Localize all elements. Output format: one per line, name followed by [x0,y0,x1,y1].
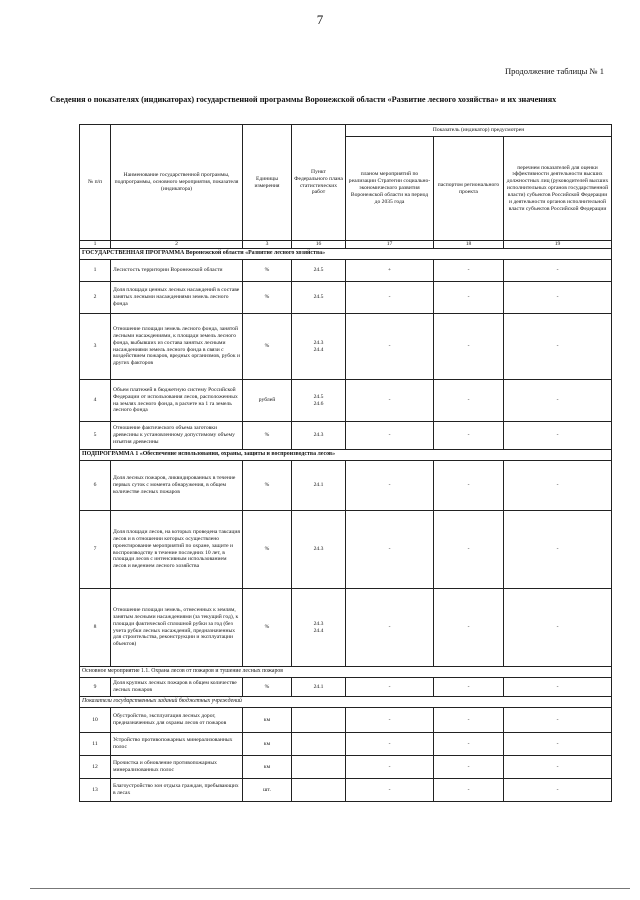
table-continuation-label: Продолжение таблицы № 1 [505,66,604,76]
indicator-name: Устройство противопожарных минерализованных полос [111,733,243,756]
passport-cell: - [434,511,504,589]
row-number: 3 [80,314,111,380]
passport-cell: - [434,260,504,282]
list-cell: - [504,511,612,589]
indicator-name: Отношение фактического объема заготовки древесины к установленному допустимому объему изъятия древесины [111,422,243,450]
strategy-cell: - [346,461,434,511]
section-row [80,450,612,461]
col-number: 18 [434,241,504,249]
table-row [80,708,612,733]
fed-plan-cell [292,733,346,756]
passport-cell: - [434,779,504,802]
table-header [80,125,612,249]
list-cell: - [504,678,612,697]
table-row [80,511,612,589]
passport-cell: - [434,422,504,450]
list-cell: - [504,282,612,314]
row-number: 5 [80,422,111,450]
strategy-cell: - [346,779,434,802]
list-cell: - [504,779,612,802]
indicators-table [79,124,612,802]
row-number: 12 [80,756,111,779]
table-row [80,282,612,314]
strategy-cell: - [346,708,434,733]
page-bottom-rule [30,888,630,889]
table-row [80,380,612,422]
fed-plan-cell: 24.3 24.4 [292,589,346,667]
strategy-cell: - [346,380,434,422]
passport-cell: - [434,314,504,380]
page-number: 7 [316,12,324,27]
unit-cell: % [243,678,292,697]
strategy-cell: + [346,260,434,282]
section-title: ГОСУДАРСТВЕННАЯ ПРОГРАММА Воронежской области «Развитие лесного хозяйства» [80,249,612,260]
strategy-cell: - [346,733,434,756]
column-number-row [80,241,612,249]
subsection-title: Показатели государственных заданий бюджетных учреждений [80,697,612,708]
table-row [80,756,612,779]
table-row [80,260,612,282]
indicator-name: Благоустройство зон отдыха граждан, пребывающих в лесах [111,779,243,802]
unit-cell: % [243,422,292,450]
list-cell: - [504,260,612,282]
unit-cell: % [243,314,292,380]
unit-cell: км [243,756,292,779]
table-row [80,422,612,450]
row-number: 4 [80,380,111,422]
table-row [80,779,612,802]
fed-plan-cell: 24.3 [292,422,346,450]
unit-cell: км [243,733,292,756]
header-unit: Единицы измерения [243,125,292,241]
row-number: 9 [80,678,111,697]
fed-plan-cell: 24.5 [292,260,346,282]
row-number: 1 [80,260,111,282]
subsection-row [80,697,612,708]
indicator-name: Обустройство, эксплуатация лесных дорог, предназначенных для охраны лесов от пожаров [111,708,243,733]
col-number: 19 [504,241,612,249]
header-provided-group: Показатель (индикатор) предусмотрен [346,125,612,137]
strategy-cell: - [346,511,434,589]
subsection-row [80,667,612,678]
document-title: Сведения о показателях (индикаторах) государственной программы Воронежской области «Развитие лесного хозяйства» и их значениях [50,95,557,104]
fed-plan-cell: 24.3 [292,511,346,589]
strategy-cell: - [346,282,434,314]
row-number: 13 [80,779,111,802]
passport-cell: - [434,678,504,697]
strategy-cell: - [346,678,434,697]
list-cell: - [504,422,612,450]
col-number: 17 [346,241,434,249]
fed-plan-cell [292,756,346,779]
unit-cell: км [243,708,292,733]
indicator-name: Доля площади лесов, на которых проведена таксация лесов и в отношении которых осуществлено проектирование мероприятий по охране, защите и воспроизводству в течение последних 10 лет, в площади лесов с интенсивным использованием лесов и ведением лесного хозяйства [111,511,243,589]
fed-plan-cell: 24.1 [292,461,346,511]
indicator-name: Объем платежей в бюджетную систему Российской Федерации от использования лесов, расположенных на землях лесного фонда, в расчете на 1 га земель лесного фонда [111,380,243,422]
row-number: 7 [80,511,111,589]
section-row [80,249,612,260]
row-number: 6 [80,461,111,511]
passport-cell: - [434,708,504,733]
passport-cell: - [434,282,504,314]
unit-cell: % [243,282,292,314]
fed-plan-cell [292,779,346,802]
list-cell: - [504,314,612,380]
fed-plan-cell [292,708,346,733]
unit-cell: % [243,461,292,511]
unit-cell: рублей [243,380,292,422]
passport-cell: - [434,756,504,779]
strategy-cell: - [346,314,434,380]
indicator-name: Отношение площади земель, отнесенных к землям, занятым лесными насаждениями (за текущий год), к площади фактической сплошной рубки за год (без учета рубки лесных насаждений, предназначенных для строительства, реконструкции и эксплуатации объектов) [111,589,243,667]
unit-cell: % [243,260,292,282]
strategy-cell: - [346,756,434,779]
header-list: перечнем показателей для оценки эффективности деятельности высших должностных лиц (руководителей высших исполнительных органов государственной власти) субъектов Российской Федерации и деятельности органов исполнительной власти субъектов Российской Федерации [504,137,612,241]
passport-cell: - [434,461,504,511]
passport-cell: - [434,733,504,756]
table-row [80,314,612,380]
unit-cell: шт. [243,779,292,802]
strategy-cell: - [346,589,434,667]
fed-plan-cell: 24.3 24.4 [292,314,346,380]
unit-cell: % [243,511,292,589]
table-row [80,733,612,756]
passport-cell: - [434,589,504,667]
col-number: 2 [111,241,243,249]
fed-plan-cell: 24.5 [292,282,346,314]
fed-plan-cell: 24.1 [292,678,346,697]
list-cell: - [504,461,612,511]
col-number: 3 [243,241,292,249]
col-number: 16 [292,241,346,249]
list-cell: - [504,756,612,779]
row-number: 2 [80,282,111,314]
list-cell: - [504,733,612,756]
strategy-cell: - [346,422,434,450]
indicator-name: Доля площади ценных лесных насаждений в составе занятых лесными насаждениями земель лесного фонда [111,282,243,314]
indicator-name: Доля лесных пожаров, ликвидированных в течение первых суток с момента обнаружения, в общем количестве лесных пожаров [111,461,243,511]
col-number: 1 [80,241,111,249]
fed-plan-cell: 24.5 24.6 [292,380,346,422]
header-num: № п/п [80,125,111,241]
row-number: 8 [80,589,111,667]
indicator-name: Доля крупных лесных пожаров в общем количестве лесных пожаров [111,678,243,697]
table-row [80,678,612,697]
subsection-title: Основное мероприятие 1.1. Охрана лесов от пожаров и тушение лесных пожаров [80,667,612,678]
header-strategy: планом мероприятий по реализации Стратегии социально-экономического развития Воронежской области на период до 2035 года [346,137,434,241]
row-number: 11 [80,733,111,756]
list-cell: - [504,380,612,422]
indicator-name: Отношение площади земель лесного фонда, занятой лесными насаждениями, к площади земель лесного фонда, выбывших из состава занятых лесными насаждениями земель лесного фонда в связи с воздействием пожаров, вредных организмов, рубок и других факторов [111,314,243,380]
unit-cell: % [243,589,292,667]
header-fed-plan: Пункт Федерального плана статистических работ [292,125,346,241]
indicator-name: Лесистость территории Воронежской области [111,260,243,282]
passport-cell: - [434,380,504,422]
row-number: 10 [80,708,111,733]
list-cell: - [504,708,612,733]
table-row [80,589,612,667]
table-body [80,249,612,802]
table-row [80,461,612,511]
indicator-name: Прочистка и обновление противопожарных минерализованных полос [111,756,243,779]
header-passport: паспортом регионального проекта [434,137,504,241]
header-name: Наименование государственной программы, подпрограммы, основного мероприятия, показателя (индикатора) [111,125,243,241]
list-cell: - [504,589,612,667]
section-title: ПОДПРОГРАММА 1 «Обеспечение использования, охраны, защиты и воспроизводства лесов» [80,450,612,461]
